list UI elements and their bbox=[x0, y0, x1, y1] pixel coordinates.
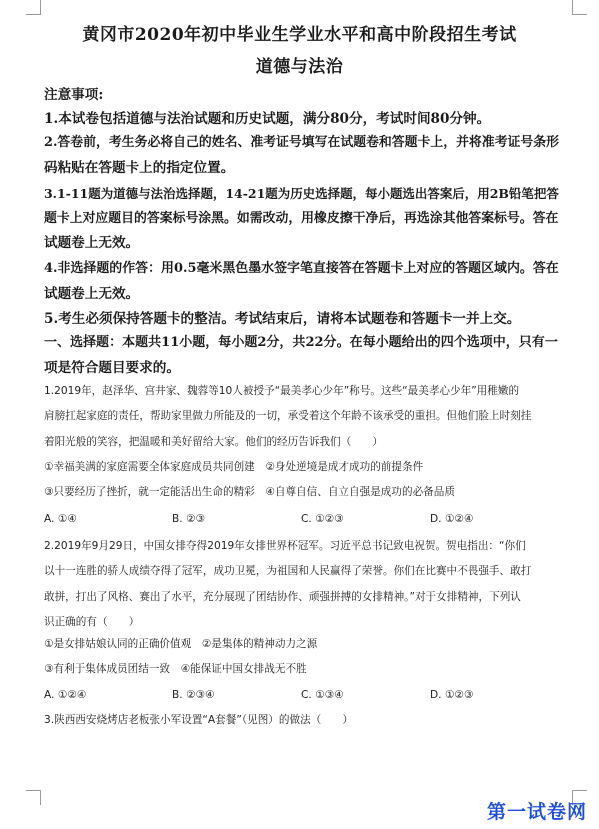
notes-line: 2.答卷前，考生务必将自己的姓名、准考证号填写在试题卷和答题卡上，并将准考证号条形 bbox=[44, 135, 559, 150]
exam-subject: 道德与法治 bbox=[255, 57, 344, 77]
section-heading: 项是符合题目要求的。 bbox=[44, 360, 180, 376]
question-2-statement: ①是女排姑娘认同的正确价值观 ②是集体的精神动力之源 bbox=[44, 638, 318, 650]
question-2-option-a: A. ①②④ bbox=[44, 689, 87, 701]
notes-line: 题卡上对应题目的答案标号涂黑。如需改动，用橡皮擦干净后，再选涂其他答案标号。答在 bbox=[44, 211, 559, 226]
question-1-option-b: B. ②③ bbox=[172, 513, 205, 525]
question-2-text: 敢拼，打出了风格、赛出了水平，充分展现了团结协作、顽强拼搏的女排精神。”对于女排精神，下列认 bbox=[44, 591, 521, 603]
question-2-statement: ③有利于集体成员团结一致 ④能保证中国女排战无不胜 bbox=[44, 663, 307, 675]
notes-line: 试题卷上无效。 bbox=[44, 235, 140, 251]
question-2-option-b: B. ②③④ bbox=[172, 689, 215, 701]
question-2-option-c: C. ①③④ bbox=[301, 689, 344, 701]
question-1-statement: ③只要经历了挫折，就一定能活出生命的精彩 ④自尊自信、自立自强是成功的必备品质 bbox=[44, 486, 455, 498]
question-2-text: 以十一连胜的骄人成绩夺得了冠军，成功卫冕，为祖国和人民赢得了荣誉。你们在比赛中不畏强手、敢打 bbox=[44, 565, 532, 577]
notes-line: 1.本试卷包括道德与法治试题和历史试题，满分80分，考试时间80分钟。 bbox=[44, 111, 491, 127]
question-1-text: 肩膀扛起家庭的责任，帮助家里做力所能及的一切，承受着这个年龄不该承受的重担。但他们脸上时刻挂 bbox=[44, 410, 532, 422]
question-2-option-d: D. ①②③ bbox=[430, 689, 474, 701]
notes-line: 试题卷上无效。 bbox=[44, 286, 140, 302]
notes-line: 码粘贴在答题卡上的指定位置。 bbox=[44, 160, 235, 176]
question-3-text: 3.陕西西安烧烤店老板张小军设置“A套餐”（见图）的做法（ ） bbox=[44, 714, 354, 726]
question-1-option-d: D. ①②④ bbox=[430, 513, 474, 525]
question-1-text: 着阳光般的笑容，把温暖和美好留给大家。他们的经历告诉我们（ ） bbox=[44, 436, 383, 448]
notes-line: 5.考生必须保持答题卡的整洁。考试结束后，请将本试题卷和答题卡一并上交。 bbox=[44, 311, 521, 327]
question-1-text: 1.2019年，赵泽华、宫井家、魏蓉等10人被授予“最美孝心少年”称号。这些“最美孝心少年”用稚嫩的 bbox=[44, 385, 520, 397]
crop-mark-top-right bbox=[572, 0, 587, 15]
crop-mark-top-left bbox=[26, 0, 41, 15]
question-1-option-a: A. ①④ bbox=[44, 513, 77, 525]
notes-line: 3.1-11题为道德与法治选择题，14-21题为历史选择题，每小题选出答案后，用2B铅笔把答 bbox=[44, 186, 559, 201]
question-2-text: 2.2019年9月29日，中国女排夺得2019年女排世界杯冠军。习近平总书记致电祝贺。贺电指出：“你们 bbox=[44, 540, 526, 552]
crop-mark-bottom-left bbox=[26, 790, 41, 805]
section-heading: 一、选择题：本题共11小题，每小题2分，共22分。在每小题给出的四个选项中，只有一 bbox=[44, 335, 558, 350]
notes-heading: 注意事项: bbox=[44, 87, 104, 103]
exam-title: 黄冈市2020年初中毕业生学业水平和高中阶段招生考试 bbox=[82, 25, 517, 45]
question-2-text: 识正确的有（ ） bbox=[44, 616, 140, 628]
notes-line: 4.非选择题的作答：用0.5毫米黑色墨水签字笔直接答在答题卡上对应的答题区域内。答在 bbox=[44, 261, 559, 276]
question-1-option-c: C. ①②③ bbox=[301, 513, 344, 525]
question-1-statement: ①幸福美满的家庭需要全体家庭成员共同创建 ②身处逆境是成才成功的前提条件 bbox=[44, 461, 424, 473]
site-watermark-logo: 第一试卷网 bbox=[487, 801, 588, 823]
